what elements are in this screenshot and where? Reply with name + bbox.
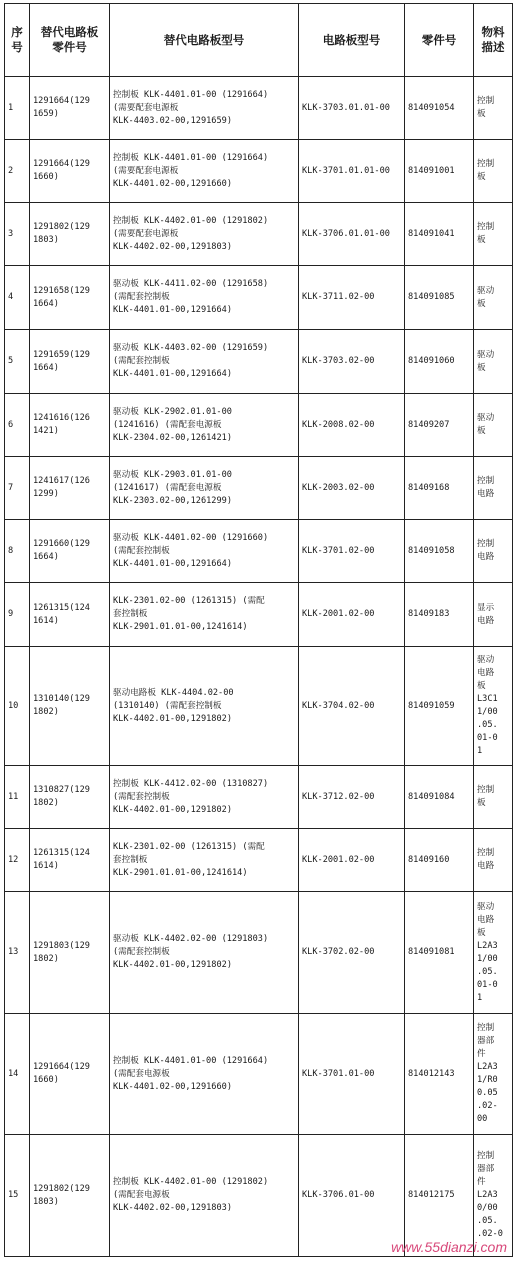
cell-repl-model: 驱动电路板 KLK-4404.02-00 (1310140) (需配套控制板 KLK-4402.01-00,1291802) (110, 647, 299, 766)
cell-repl-model: 控制板 KLK-4401.01-00 (1291664) (需配套电源板 KLK-4401.02-00,1291660) (110, 1014, 299, 1135)
cell-repl-part: 1291664(129 1660) (30, 140, 110, 203)
cell-repl-model: 控制板 KLK-4402.01-00 (1291802) (需配套电源板 KLK-4402.02-00,1291803) (110, 1135, 299, 1257)
table-row (5, 203, 513, 266)
cell-repl-part: 1291802(129 1803) (30, 203, 110, 266)
cell-no: 6 (5, 394, 30, 457)
cell-no: 4 (5, 266, 30, 330)
cell-board-model: KLK-2001.02-00 (299, 829, 405, 892)
header-board-model: 电路板型号 (299, 4, 405, 77)
table-row (5, 457, 513, 520)
cell-desc: 控制 电路 (474, 829, 513, 892)
cell-board-model: KLK-3711.02-00 (299, 266, 405, 330)
cell-repl-model: 驱动板 KLK-4403.02-00 (1291659) (需配套控制板 KLK-4401.01-00,1291664) (110, 330, 299, 394)
cell-part-no: 814012143 (405, 1014, 474, 1135)
cell-part-no: 814091085 (405, 266, 474, 330)
cell-no: 15 (5, 1135, 30, 1257)
cell-part-no: 814091054 (405, 77, 474, 140)
cell-no: 1 (5, 77, 30, 140)
cell-repl-model: 驱动板 KLK-2902.01.01-00 (1241616) (需配套电源板 KLK-2304.02-00,1261421) (110, 394, 299, 457)
cell-desc: 驱动 板 (474, 266, 513, 330)
cell-repl-model: 驱动板 KLK-4402.02-00 (1291803) (需配套控制板 KLK-4402.01-00,1291802) (110, 892, 299, 1014)
table-row (5, 829, 513, 892)
cell-part-no: 814012175 (405, 1135, 474, 1257)
parts-table (4, 3, 513, 1257)
table-row (5, 520, 513, 583)
cell-board-model: KLK-2008.02-00 (299, 394, 405, 457)
cell-no: 14 (5, 1014, 30, 1135)
cell-repl-part: 1291660(129 1664) (30, 520, 110, 583)
table-row (5, 140, 513, 203)
watermark: www.55dianzi.com (391, 1239, 507, 1255)
cell-repl-part: 1291664(129 1660) (30, 1014, 110, 1135)
cell-no: 11 (5, 766, 30, 829)
cell-no: 9 (5, 583, 30, 647)
cell-desc: 控制 板 (474, 766, 513, 829)
header-repl-model: 替代电路板型号 (110, 4, 299, 77)
cell-repl-part: 1291659(129 1664) (30, 330, 110, 394)
cell-board-model: KLK-3703.01.01-00 (299, 77, 405, 140)
cell-no: 3 (5, 203, 30, 266)
cell-desc: 驱动 板 (474, 394, 513, 457)
table-row (5, 766, 513, 829)
cell-no: 2 (5, 140, 30, 203)
cell-desc: 驱动 板 (474, 330, 513, 394)
cell-part-no: 814091001 (405, 140, 474, 203)
header-desc: 物料 描述 (474, 4, 513, 77)
cell-repl-part: 1291802(129 1803) (30, 1135, 110, 1257)
cell-repl-model: 控制板 KLK-4401.01-00 (1291664) (需要配套电源板 KLK-4403.02-00,1291659) (110, 77, 299, 140)
cell-desc: 控制 电路 (474, 457, 513, 520)
cell-repl-part: 1241617(126 1299) (30, 457, 110, 520)
cell-repl-part: 1310827(129 1802) (30, 766, 110, 829)
cell-repl-part: 1291664(129 1659) (30, 77, 110, 140)
table-row (5, 892, 513, 1014)
cell-board-model: KLK-3701.02-00 (299, 520, 405, 583)
cell-repl-model: KLK-2301.02-00 (1261315) (需配 套控制板 KLK-2901.01.01-00,1241614) (110, 583, 299, 647)
cell-board-model: KLK-2003.02-00 (299, 457, 405, 520)
cell-board-model: KLK-3702.02-00 (299, 892, 405, 1014)
cell-repl-model: 驱动板 KLK-4401.02-00 (1291660) (需配套控制板 KLK-4401.01-00,1291664) (110, 520, 299, 583)
header-row (5, 4, 513, 77)
cell-no: 5 (5, 330, 30, 394)
cell-repl-model: KLK-2301.02-00 (1261315) (需配 套控制板 KLK-2901.01.01-00,1241614) (110, 829, 299, 892)
cell-part-no: 81409183 (405, 583, 474, 647)
cell-desc: 控制 板 (474, 140, 513, 203)
cell-no: 13 (5, 892, 30, 1014)
cell-repl-model: 驱动板 KLK-2903.01.01-00 (1241617) (需配套电源板 KLK-2303.02-00,1261299) (110, 457, 299, 520)
cell-part-no: 81409160 (405, 829, 474, 892)
cell-repl-model: 控制板 KLK-4401.01-00 (1291664) (需要配套电源板 KLK-4401.02-00,1291660) (110, 140, 299, 203)
cell-desc: 驱动 电路 板 L2A3 1/00 .05. 01-0 1 (474, 892, 513, 1014)
cell-repl-part: 1261315(124 1614) (30, 583, 110, 647)
cell-no: 10 (5, 647, 30, 766)
table-row (5, 394, 513, 457)
cell-board-model: KLK-3703.02-00 (299, 330, 405, 394)
cell-board-model: KLK-3706.01.01-00 (299, 203, 405, 266)
header-repl-part: 替代电路板 零件号 (30, 4, 110, 77)
cell-repl-part: 1291803(129 1802) (30, 892, 110, 1014)
cell-board-model: KLK-3701.01-00 (299, 1014, 405, 1135)
cell-repl-model: 控制板 KLK-4412.02-00 (1310827) (需配套控制板 KLK-4402.01-00,1291802) (110, 766, 299, 829)
table-row (5, 330, 513, 394)
cell-desc: 控制 板 (474, 77, 513, 140)
cell-board-model: KLK-2001.02-00 (299, 583, 405, 647)
cell-no: 7 (5, 457, 30, 520)
cell-repl-part: 1241616(126 1421) (30, 394, 110, 457)
cell-desc: 控制 板 (474, 203, 513, 266)
cell-part-no: 814091058 (405, 520, 474, 583)
cell-no: 8 (5, 520, 30, 583)
cell-part-no: 814091059 (405, 647, 474, 766)
cell-repl-part: 1261315(124 1614) (30, 829, 110, 892)
cell-repl-model: 控制板 KLK-4402.01-00 (1291802) (需要配套电源板 KLK-4402.02-00,1291803) (110, 203, 299, 266)
cell-no: 12 (5, 829, 30, 892)
cell-desc: 控制 器部 件 L2A3 1/R0 0.05 .02- 00 (474, 1014, 513, 1135)
cell-desc: 显示 电路 (474, 583, 513, 647)
cell-desc: 驱动 电路 板 L3C1 1/00 .05. 01-0 1 (474, 647, 513, 766)
cell-desc: 控制 电路 (474, 520, 513, 583)
cell-board-model: KLK-3712.02-00 (299, 766, 405, 829)
table-row (5, 647, 513, 766)
cell-part-no: 814091060 (405, 330, 474, 394)
cell-board-model: KLK-3704.02-00 (299, 647, 405, 766)
header-part-no: 零件号 (405, 4, 474, 77)
cell-part-no: 814091081 (405, 892, 474, 1014)
cell-part-no: 814091041 (405, 203, 474, 266)
header-no: 序 号 (5, 4, 30, 77)
cell-repl-part: 1291658(129 1664) (30, 266, 110, 330)
table-row (5, 1014, 513, 1135)
cell-desc: 控制 器部 件 L2A3 0/00 .05. .02-0 (474, 1135, 513, 1257)
cell-part-no: 81409207 (405, 394, 474, 457)
cell-part-no: 81409168 (405, 457, 474, 520)
cell-board-model: KLK-3706.01-00 (299, 1135, 405, 1257)
table-row (5, 77, 513, 140)
cell-board-model: KLK-3701.01.01-00 (299, 140, 405, 203)
cell-part-no: 814091084 (405, 766, 474, 829)
cell-repl-model: 驱动板 KLK-4411.02-00 (1291658) (需配套控制板 KLK-4401.01-00,1291664) (110, 266, 299, 330)
cell-repl-part: 1310140(129 1802) (30, 647, 110, 766)
table-row (5, 583, 513, 647)
table-row (5, 266, 513, 330)
